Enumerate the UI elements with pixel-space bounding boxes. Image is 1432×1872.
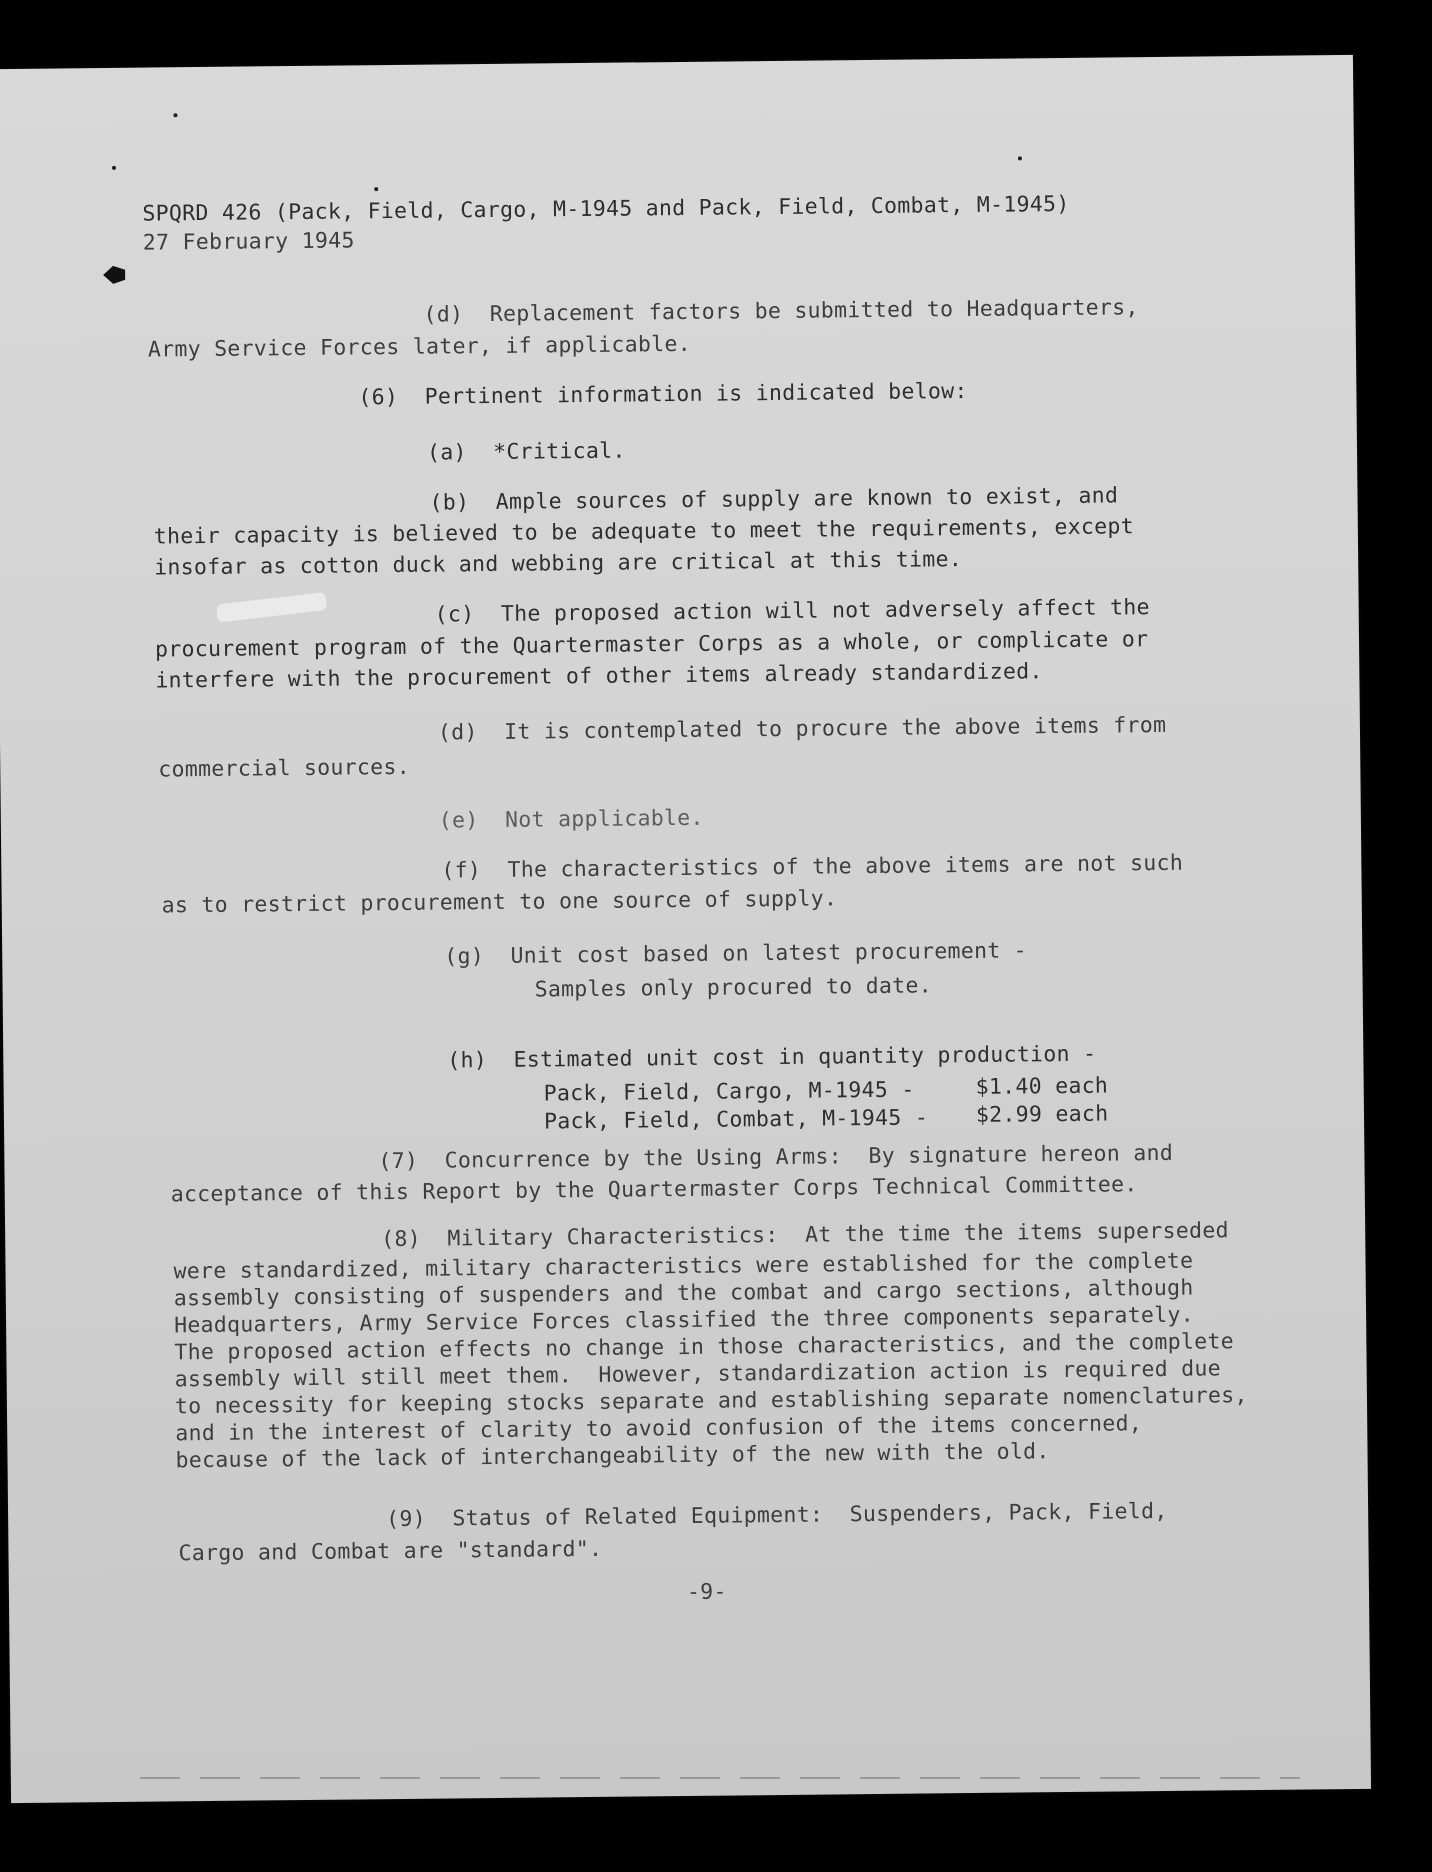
item-c-line1: (c) The proposed action will not adversely affect the [434,595,1150,628]
item-f-line1: (f) The characteristics of the above items are not such [441,850,1184,884]
item-g-line1: (g) Unit cost based on latest procurement - [444,938,1028,970]
speck [112,166,116,170]
paragraph-8-line5: The proposed action effects no change in those characteristics, and the complete [174,1329,1235,1366]
item-d2-line1: (d) It is contemplated to procure the above items from [437,712,1167,746]
cost-item-combat-name: Pack, Field, Combat, M-1945 - [543,1105,929,1135]
smudge [216,592,327,623]
cost-item-cargo-name: Pack, Field, Cargo, M-1945 - [543,1077,915,1107]
paragraph-8-line7: to necessity for keeping stocks separate and establishing separate nomenclatures, [174,1383,1248,1420]
header-title: SPQRD 426 (Pack, Field, Cargo, M-1945 and Pack, Field, Combat, M-1945) [142,191,1070,227]
paragraph-6: (6) Pertinent information is indicated below: [358,378,968,411]
document-page [0,55,1371,1803]
item-b-line3: insofar as cotton duck and webbing are critical at this time. [154,547,963,581]
page-number: -9- [686,1579,727,1605]
item-c-line3: interfere with the procurement of other items already standardized. [155,659,1043,694]
item-h-line1: (h) Estimated unit cost in quantity production - [447,1041,1097,1074]
item-f-line2: as to restrict procurement to one source of supply. [161,886,838,919]
paragraph-7-line1: (7) Concurrence by the Using Arms: By signature hereon and [378,1140,1174,1175]
speck [173,113,177,117]
cost-item-combat-price: $2.99 each [975,1101,1109,1128]
speck [374,187,378,191]
scratch-line [140,1777,1300,1779]
item-b-line1: (b) Ample sources of supply are known to exist, and [429,483,1119,516]
paragraph-8-line4: Headquarters, Army Service Forces classified the three components separately. [173,1302,1194,1339]
item-a: (a) *Critical. [426,438,626,466]
paragraph-8-line2: were standardized, military characteristics were established for the complete [173,1248,1194,1285]
paragraph-9-line2: Cargo and Combat are "standard". [178,1536,603,1567]
item-d2-line2: commercial sources. [158,754,411,783]
paragraph-8-line3: assembly consisting of suspenders and the combat and cargo sections, although [173,1275,1194,1312]
pointer-mark-icon [101,264,127,286]
paragraph-8-line6: assembly will still meet them. However, standardization action is required due [174,1356,1222,1393]
paragraph-8-line1: (8) Military Characteristics: At the time the items superseded [381,1218,1229,1253]
paragraph-8-line8: and in the interest of clarity to avoid confusion of the items concerned, [175,1411,1143,1447]
speck [1018,156,1022,160]
item-d1-line1: (d) Replacement factors be submitted to Headquarters, [423,295,1139,328]
item-g-line2: Samples only procured to date. [534,973,933,1003]
item-b-line2: their capacity is believed to be adequate to meet the requirements, except [153,514,1135,550]
item-d1-line2: Army Service Forces later, if applicable. [147,331,692,363]
item-c-line2: procurement program of the Quartermaster Corps as a whole, or complicate or [154,627,1149,663]
paragraph-8-line9: because of the lack of interchangeability of the new with the old. [175,1439,1050,1474]
header-date: 27 February 1945 [142,228,355,256]
cost-item-cargo-price: $1.40 each [975,1073,1109,1100]
paragraph-9-line1: (9) Status of Related Equipment: Suspenders, Pack, Field, [386,1498,1168,1533]
item-e: (e) Not applicable. [438,805,704,834]
paragraph-7-line2: acceptance of this Report by the Quartermaster Corps Technical Committee. [170,1172,1138,1208]
